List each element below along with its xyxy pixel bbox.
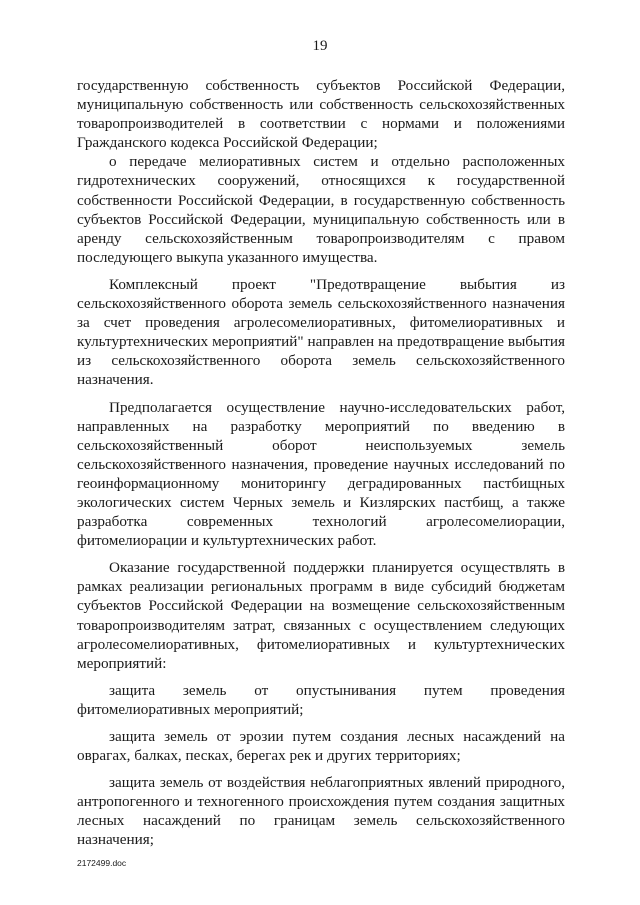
- page-number: 19: [312, 38, 328, 54]
- list-item-3: защита земель от воздействия неблагоприятных явлений природного, антропогенного и техногенного происхождения путем создания защитных лесных насаждений по границам земель сельскохозяйственного назначения;: [77, 774, 565, 849]
- paragraph-2: о передаче мелиоративных систем и отдельно расположенных гидротехнических сооружений, относящихся к государственной собственности Российской Федерации, в государственную собственность субъектов Российской Федерации, муниципальную собственность или в аренду сельскохозяйственным товаропроизводителям с правом последующего выкупа указанного имущества.: [77, 153, 565, 266]
- footer-filename: 2172499.doc: [77, 858, 127, 868]
- list-item-2: защита земель от эрозии путем создания лесных насаждений на оврагах, балках, песках, берегах рек и других территориях;: [77, 728, 565, 765]
- list-item-1: защита земель от опустынивания путем проведения фитомелиоративных мероприятий;: [77, 681, 565, 718]
- paragraph-4: Предполагается осуществление научно-исследовательских работ, направленных на разработку мероприятий по введению в сельскохозяйственный оборот неиспользуемых земель сельскохозяйственного назначения, проведение научных исследований по геоинформационному мониторингу деградированных пастбищных экологических систем Черных земель и Кизлярских пастбищ, а также разработка современных технологий агролесомелиорации, фитомелиорации и культуртехнических работ.: [77, 398, 565, 550]
- paragraph-3: Комплексный проект "Предотвращение выбытия из сельскохозяйственного оборота земель сельскохозяйственного назначения за счет проведения агролесомелиоративных, фитомелиоративных и культуртехнических мероприятий" направлен на предотвращение выбытия из сельскохозяйственного оборота земель сельскохозяйственного назначения.: [77, 275, 565, 389]
- paragraph-5: Оказание государственной поддержки планируется осуществлять в рамках реализации региональных программ в виде субсидий бюджетам субъектов Российской Федерации на возмещение сельскохозяйственным товаропроизводителям затрат, связанных с осуществлением следующих агролесомелиоративных, фитомелиоративных и культуртехнических мероприятий:: [77, 559, 565, 672]
- paragraph-1: государственную собственность субъектов Российской Федерации, муниципальную собственность или собственность сельскохозяйственных товаропроизводителей в соответствии с нормами и положениями Гражданского кодекса Российской Федерации;: [77, 77, 565, 152]
- body-text: [77, 76, 565, 850]
